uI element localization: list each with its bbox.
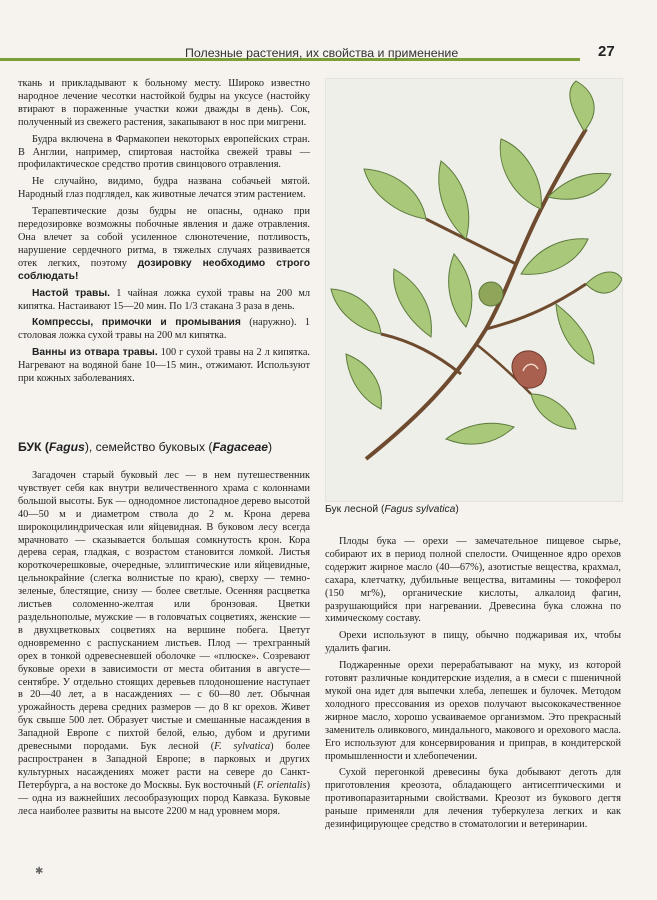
heading-latin: Fagus (48, 440, 85, 454)
caption-latin: Fagus sylvatica (384, 504, 456, 515)
beech-illustration (325, 78, 623, 502)
recipe-bath (18, 347, 310, 386)
right-column-beech (325, 536, 621, 836)
warning-text: дозировку необходимо строго соблюдать! (18, 257, 310, 282)
heading-name: БУК ( (18, 440, 49, 454)
latin-name: F. sylvatica (214, 741, 271, 753)
heading-mid: ), семейство буковых ( (84, 440, 213, 454)
footer-mark: ✱ (35, 866, 44, 877)
running-title: Полезные растения, их свойства и применение (185, 46, 459, 60)
paragraph (18, 470, 310, 818)
paragraph-text: Терапевтические дозы будры не опасны, однако при передозировке возможны побочные явления и даже отравления. Она влечет за собой усиленное слюнотечение, потливость, нарушение сердечного ритма, в тяжелых случаях развивается отек легких, поэтому (18, 206, 310, 269)
recipe-text: 1 чайная ложка сухой травы на 200 мл кипятка. Настаивают 15—20 мин. По 1/3 стакана 3 раза в день. (18, 287, 311, 312)
paragraph-text: Загадочен старый буковый лес — в нем путешественник чувствует себя как внутри величественного храма с колоннами большой высоты. Бук — однодомное листопадное дерево высотой 40—50 м и диаметром ствола до 2 м. Крона дерева широкоцилиндрическая или яйцевидная. В буковом лесу всегда мрачновато — сказывается большая сомкнутость крон. Кора дерева серая, гладкая, с возрастом становится ломкой. Листья короткочерешковые, очередные, эллиптические или яйцевидные, цельнокрайние (слегка волнистые по краю), сверху — темно-зеленые, блестящие, снизу — более светлые. Осенняя расцветка листьев соломенно-желтая или бронзовая. Цветки раздельнополые, мужские — в головчатых соцветиях, женские — в двухцветковых соцветиях на вершине побега. Цветут одновременно с распусканием листьев. Плод — трехгранный орех в тонкой одревесневшей оболочке — «плюске». Созревают буковые орехи в зависимости от места обитания в августе—сентябре. У отдельно стоящих деревьев плодоношение наступает в 20—40 лет, а в насаждениях — с 60—80 лет. Обычная урожайность дерева средних размеров — до 8 кг орехов. Живет бук свыше 500 лет. Образует чистые и смешанные насаждения в Западной Европе с пихтой белой, елью, дубом и другими древесными породами. Бук лесной ( (18, 470, 310, 753)
recipe-infusion (18, 288, 310, 314)
beech-branch-icon (326, 79, 622, 501)
paragraph: Орехи используют в пищу, обычно поджаривая их, чтобы удалить фагин. (325, 630, 621, 655)
figure-caption (325, 504, 459, 515)
latin-name: F. orientalis (256, 779, 307, 791)
paragraph: ткань и прикладывают к больному месту. Широко известно народное лечение чесотки настойкой будры на уксусе (настойку втирают в пораженные участки кожи дважды в день). Сок, полученный из свежего растения, закапывают в нос при мигрени. (18, 78, 310, 128)
recipe-compress (18, 317, 310, 343)
recipe-label: Настой травы. (32, 287, 110, 299)
recipe-label: Компрессы, примочки и промывания (32, 317, 241, 329)
page-number: 27 (598, 43, 615, 60)
recipe-text: 100 г сухой травы на 2 л кипятка. Нагревают на водяной бане 10—15 мин., отжимают. Используют при кожных заболеваниях. (18, 347, 310, 385)
paragraph: Плоды бука — орехи — замечательное пищевое сырье, собирают их в период полной спелости. Очищенное ядро орехов содержит жирное масло (40—67%), азотистые вещества, крахмал, сахара, клетчатку, дубильные вещества, витамины — токоферол (150 мг%), органические кислоты, алкалоид фагин, разрушающийся при нагревании. Древесина бука сложна по химическому составу. (325, 536, 621, 625)
page-header (0, 40, 620, 66)
paragraph (18, 206, 310, 283)
heading-family-latin: Fagaceae (212, 440, 269, 454)
caption-text: Бук лесной ( (325, 504, 385, 515)
paragraph: Поджаренные орехи перерабатывают на муку, из которой готовят различные кондитерские изделия, а в смеси с пшеничной мукой она идет для выпечки хлеба, лепешек и булочек. Методом холодного прессования из орехов получают высококачественное жирное масло, хорошо усваиваемое организмом. Это прекрасный заменитель оливкового, миндального, макового и орехового масла. Его используют для консервирования и приправ, в кондитерской промышленности и хлебопечении. (325, 660, 621, 762)
heading-end: ) (268, 440, 273, 454)
paragraph: Не случайно, видимо, будра названа собачьей мятой. Народный глаз подглядел, как животные лечатся этим растением. (18, 176, 310, 201)
recipe-label: Ванны из отвара травы. (32, 347, 158, 359)
paragraph: Будра включена в Фармакопеи некоторых европейских стран. В Англии, например, спиртовая настойка свежей травы — профилактическое средство против свинцового отравления. (18, 133, 310, 171)
paragraph-text: ) более распространен в Западной Европе; в парковых и других культурных насаждениях может расти на севере до Санкт-Петербурга, а на востоке до Москвы. Бук восточный ( (18, 741, 310, 791)
recipe-text: (наружно). 1 столовая ложка сухой травы на 200 мл кипятка. (18, 317, 311, 342)
left-column-top (18, 78, 310, 390)
paragraph-text: ) — одна из важнейших лесообразующих пород Кавказа. Буковые леса наиболее развиты на высоте 2200 м над уровнем моря. (18, 779, 310, 817)
section-heading (18, 440, 310, 454)
paragraph: Сухой перегонкой древесины бука добывают деготь для приготовления креозота, обладающего антисептическими и противопаразитарными свойствами. Креозот из букового дегтя раньше применяли для лечения туберкулеза легких и как дезинфицирующее средство в стоматологии и ветеринарии. (325, 767, 621, 831)
left-column-beech (18, 470, 310, 822)
caption-end: ) (455, 504, 459, 515)
